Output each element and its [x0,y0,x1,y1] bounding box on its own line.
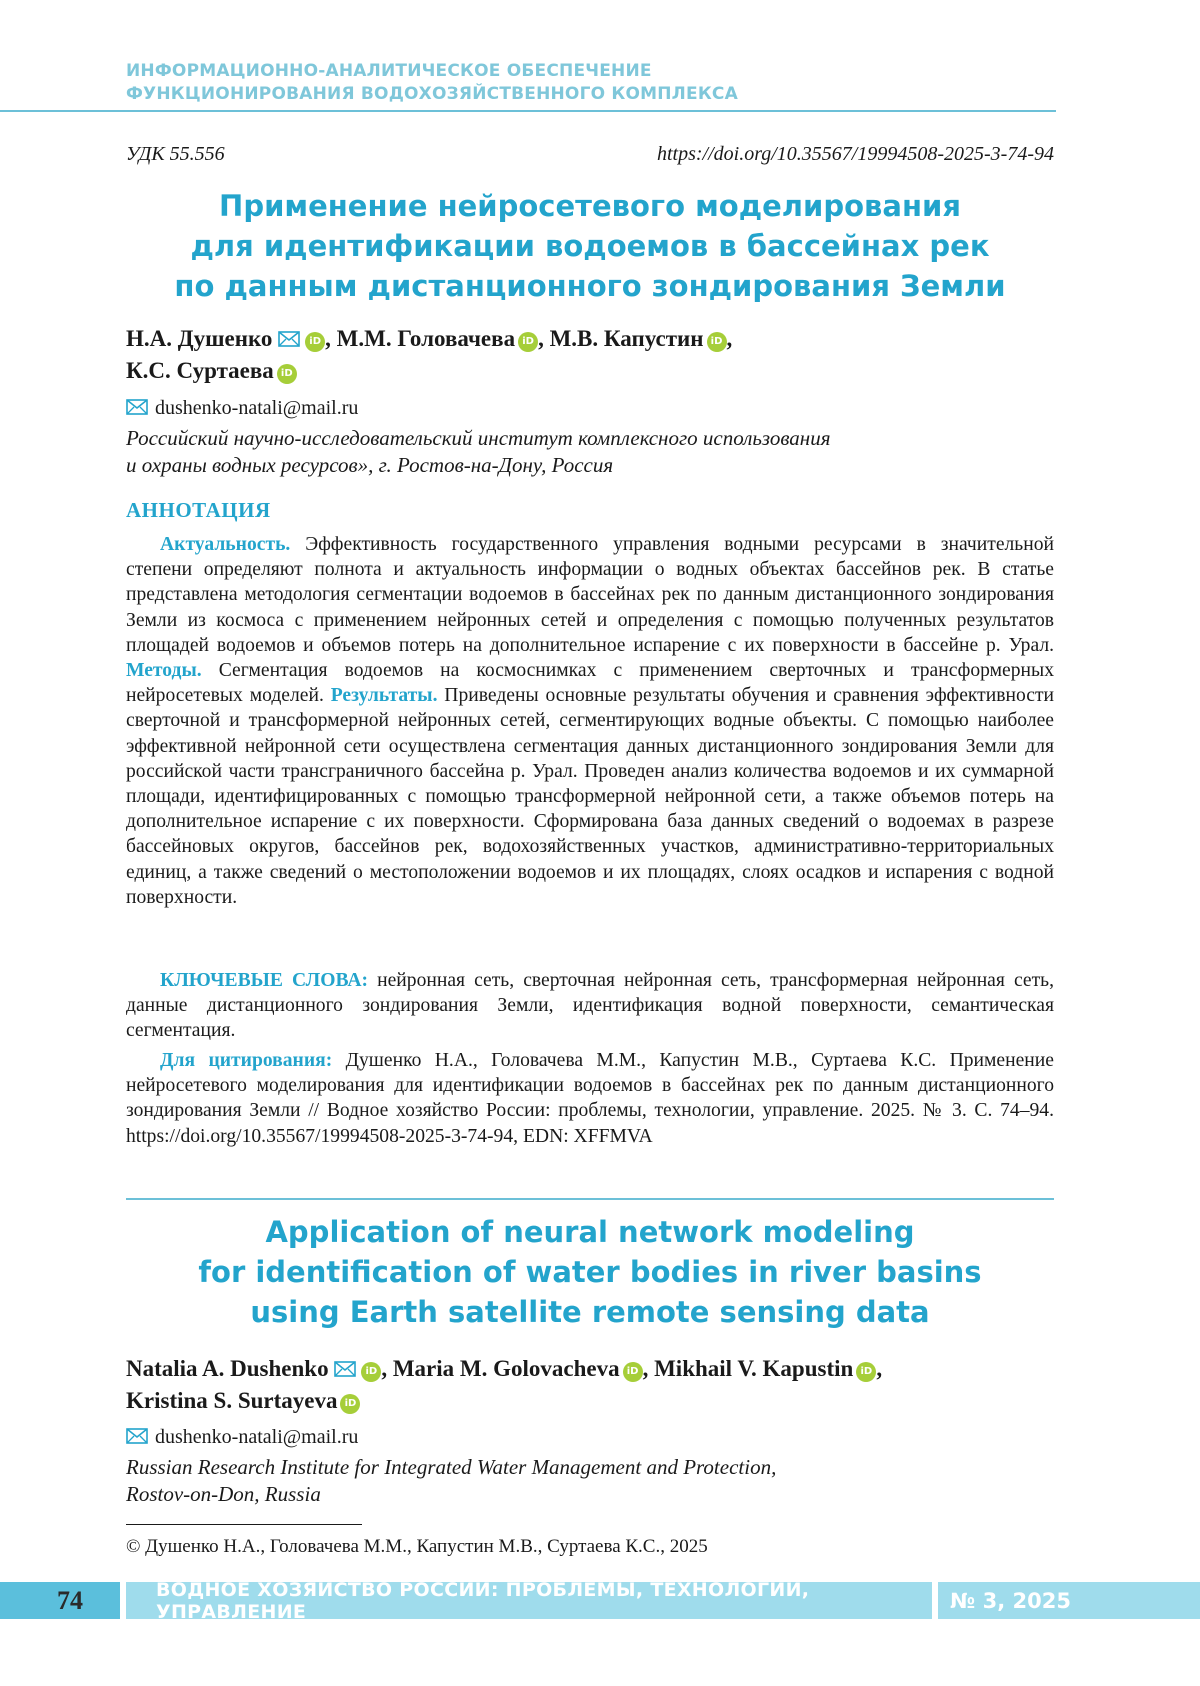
title-en-line3: using Earth satellite remote sensing data [250,1295,930,1329]
keywords-label: КЛЮЧЕВЫЕ СЛОВА: [160,970,369,991]
author-ru-1: Н.А. Душенко [126,326,273,351]
section-heading-line2: ФУНКЦИОНИРОВАНИЯ ВОДОХОЗЯЙСТВЕННОГО КОМПЛЕКСА [126,84,738,104]
orcid-icon[interactable]: iD [623,1362,643,1382]
orcid-icon[interactable]: iD [361,1362,381,1382]
email-ru [126,395,358,421]
authors-ru: Н.А. Душенко iD , М.М. Головачева iD , М.В. Капустин iD , К.С. Суртаева iD [126,326,733,383]
page-number: 74 [0,1582,120,1619]
orcid-icon[interactable]: iD [856,1362,876,1382]
title-ru-line1: Применение нейросетевого моделирования [219,189,961,223]
journal-name: ВОДНОЕ ХОЗЯЙСТВО РОССИИ: ПРОБЛЕМЫ, ТЕХНОЛОГИИ, УПРАВЛЕНИЕ [126,1582,932,1619]
citation-label: Для цитирования: [160,1050,333,1071]
author-ru-4: К.С. Суртаева [126,358,274,383]
affiliation-en-line2: Rostov-on-Don, Russia [126,1482,321,1506]
title-ru [126,186,1054,306]
section-heading-line1: ИНФОРМАЦИОННО-АНАЛИТИЧЕСКОЕ ОБЕСПЕЧЕНИЕ [126,61,652,81]
orcid-icon[interactable]: iD [277,364,297,384]
envelope-icon[interactable] [278,331,300,347]
envelope-icon[interactable] [334,1361,356,1377]
author-ru-2: М.М. Головачева [336,326,516,351]
affiliation-en-line1: Russian Research Institute for Integrated Water Management and Protection, [126,1455,777,1479]
email-link-ru[interactable]: dushenko-natali@mail.ru [155,397,359,419]
author-en-4: Kristina S. Surtayeva [126,1388,338,1413]
orcid-icon[interactable]: iD [305,332,325,352]
author-en-3: Mikhail V. Kapustin [654,1356,854,1381]
affiliation-ru-line2: и охраны водных ресурсов», г. Ростов-на-Дону, Россия [126,453,614,477]
title-en-line2: for identification of water bodies in river basins [198,1255,982,1289]
affiliation-ru-line1: Российский научно-исследовательский институт комплексного использования [126,426,831,450]
issue-number: № 3, 2025 [938,1582,1200,1619]
annotation-heading: АННОТАЦИЯ [126,498,271,522]
doi-link[interactable]: https://doi.org/10.35567/19994508-2025-3-74-94 [656,143,1054,165]
language-divider [126,1198,1054,1200]
author-en-2: Maria M. Golovacheva [392,1356,620,1381]
article-meta [126,143,1054,166]
orcid-icon[interactable]: iD [340,1394,360,1414]
orcid-icon[interactable]: iD [707,332,727,352]
title-ru-line2: для идентификации водоемов в бассейнах рек [190,229,990,263]
relevance-label: Актуальность. [160,534,291,555]
affiliation-ru [126,425,1054,479]
affiliation-en [126,1454,1054,1508]
copyright-note: © Душенко Н.А., Головачева М.М., Капустин М.В., Суртаева К.С., 2025 [126,1536,708,1557]
header-divider [0,110,1056,112]
authors-en: Natalia A. Dushenko iD , Maria M. Golovacheva iD , Mikhail V. Kapustin iD , Kristina S. Surtayeva iD [126,1356,883,1413]
udk-code: УДК 55.556 [126,143,225,165]
citation-ru [126,1048,1054,1149]
author-ru-3: М.В. Капустин [549,326,704,351]
journal-section-heading [126,60,738,106]
abstract-ru [126,532,1054,910]
footnote-rule [126,1524,362,1525]
title-en-line1: Application of neural network modeling [265,1215,915,1249]
citation-text: Душенко Н.А., Головачева М.М., Капустин М.В., Суртаева К.С. Применение нейросетевого моделирования для идентификации водоемов в бассейнах рек по данным дистанционного зондирования Земли // Водное хозяйство России: проблемы, технологии, управление. 2025. № 3. С. 74–94. https://doi.org/10.35567/19994508-2025-3-74-94, EDN: XFFMVA [126,1050,1054,1147]
author-en-1: Natalia A. Dushenko [126,1356,329,1381]
results-text: Приведены основные результаты обучения и сравнения эффективности сверточной и трансформерной нейронных сетей, сегментирующих водные объекты. С помощью наиболее эффективной нейронной сети осуществлена сегментация данных дистанционного зондирования Земли для российской части трансграничного бассейна р. Урал. Проведен анализ количества водоемов и их суммарной площади, идентифицированных с помощью трансформерной нейронной сети, а также объемов потерь на дополнительное испарение с их поверхности. Сформирована база данных сведений о водоемах в разрезе бассейновых округов, бассейнов рек, водохозяйственных участков, административно-территориальных единиц, а также сведений о местоположении водоемов и их площадях, слоях осадков и испарения с водной поверхности. [126,685,1055,908]
methods-label: Методы. [126,660,202,682]
email-en [126,1424,358,1450]
title-ru-line3: по данным дистанционного зондирования Земли [174,269,1006,303]
relevance-text: Эффективность государственного управления водными ресурсами в значительной степени определяют полнота и актуальность информации о водных объектах бассейнов рек. В статье представлена методология сегментации водоемов в бассейнах рек по данным дистанционного зондирования Земли из космоса с применением нейронных сетей и определения с помощью полученных результатов площадей водоемов и объемов потерь на дополнительное испарение с их поверхности в бассейне р. Урал. [126,534,1054,656]
envelope-icon [126,1428,148,1444]
methods-text: Сегментация водоемов на космоснимках с применением сверточных и трансформерных нейросетевых моделей. [126,660,1054,707]
title-en [126,1212,1054,1332]
orcid-icon[interactable]: iD [518,332,538,352]
results-label: Результаты. [330,685,438,707]
envelope-icon [126,399,148,415]
email-link-en[interactable]: dushenko-natali@mail.ru [155,1426,359,1448]
keywords-ru [126,968,1054,1044]
page-footer [0,1578,1200,1623]
keywords-text: нейронная сеть, сверточная нейронная сеть, трансформерная нейронная сеть, данные дистанционного зондирования Земли, идентификация водной поверхности, семантическая сегментация. [126,970,1054,1042]
